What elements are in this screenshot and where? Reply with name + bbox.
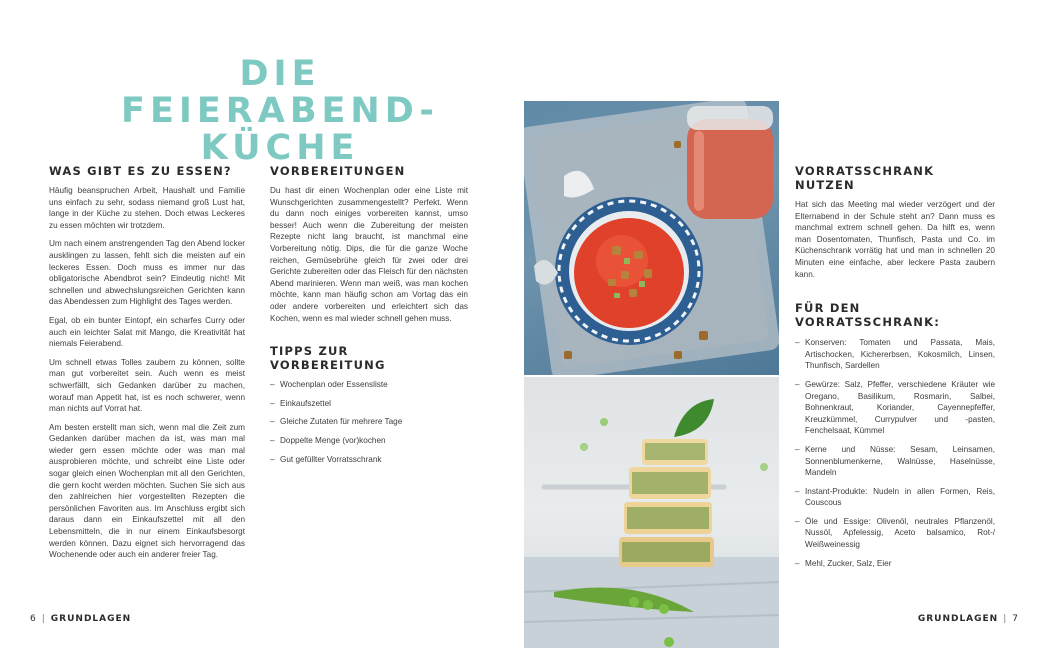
footer-label: GRUNDLAGEN xyxy=(917,614,999,624)
footer-left: 6 | GRUNDLAGEN xyxy=(30,614,132,624)
list-item: – Gewürze: Salz, Pfeffer, verschiedene Kräuter wie Oregano, Basilikum, Rosmarin, Salbei, Bohnenkraut, Koriander, Cayennepfeffer, Kreuzkümmel, Currypulver und -pasten, Fenchelsaat, Kümmel xyxy=(795,379,995,437)
paragraph: Hat sich das Meeting mal wieder verzögert und der Elternabend in der Schule steht an? Dann muss es manchmal extrem schnell gehen. Da hilft es, wenn man Dosentomaten, Thunfisch, Pasta und Co. im Küchenschrank vorrätig hat und man in schnellen 20 Minuten eine einfache, aber leckere Pasta zaubern kann. xyxy=(795,200,995,279)
frittata-photo xyxy=(524,377,779,648)
pantry-list xyxy=(795,337,995,569)
list-item: – Gut gefüllter Vorratsschrank xyxy=(270,454,468,466)
title-line-1: DIE FEIERABEND- xyxy=(121,54,439,131)
page-number: 6 xyxy=(30,614,37,624)
left-page xyxy=(0,0,524,648)
paragraph: Egal, ob ein bunter Eintopf, ein scharfes Curry oder auch ein leichter Salat mit Mango, die Kreativität hat niemals Feierabend. xyxy=(49,315,245,349)
footer-right: GRUNDLAGEN | 7 xyxy=(917,614,1019,624)
column-vorbereitungen xyxy=(270,164,468,472)
list-item: – Wochenplan oder Essensliste xyxy=(270,379,468,391)
paragraph: Um schnell etwas Tolles zaubern zu können, sollte man gut vorbereitet sein. Auch wenn es meist schwerfällt, sich Gedanken darüber zu machen, worauf man Appetit hat, ist es noch schwerer, wenn man nichts auf Vorrat hat. xyxy=(49,357,245,414)
column-was-gibt-es xyxy=(49,164,245,568)
tips-heading: TIPPS ZUR VORBEREITUNG xyxy=(270,344,386,373)
list-item: – Öle und Essige: Olivenöl, neutrales Pflanzenöl, Nussöl, Apfelessig, Aceto balsamico, Rot-/ Weißweinessig xyxy=(795,516,995,551)
gazpacho-photo xyxy=(524,101,779,375)
page-number: 7 xyxy=(1012,614,1019,624)
list-item: – Konserven: Tomaten und Passata, Mais, Artischocken, Kichererbsen, Kokosmilch, Linsen, Thunfisch, Sardellen xyxy=(795,337,995,372)
section-heading: WAS GIBT ES ZU ESSEN? xyxy=(49,164,232,178)
paragraph: Um nach einem anstrengenden Tag den Abend locker ausklingen zu lassen, fehlt sich die meisten auf ein leckeres Essen. Doch muss es immer nur das obligatorische Abendbrot sein? Eindeutig nicht! Mit schnellen und abwechslungsreichen Gerichten kann das Abendessen zum Highlight des Tages werden. xyxy=(49,239,245,307)
title-line-2: KÜCHE xyxy=(200,128,360,168)
paragraph: Häufig beanspruchen Arbeit, Haushalt und Familie uns einfach zu sehr, sodass niemand groß Lust hat, lange in der Küche zu stehen. Doch etwas Leckeres zu essen möchten wir trotzdem. xyxy=(49,186,245,230)
section-heading: VORRATSSCHRANK NUTZEN xyxy=(795,164,935,192)
page-title xyxy=(80,56,480,167)
list-item: – Kerne und Nüsse: Sesam, Leinsamen, Sonnenblumenkerne, Walnüsse, Haselnüsse, Mandeln xyxy=(795,444,995,479)
tips-list xyxy=(270,379,468,465)
list-item: – Mehl, Zucker, Salz, Eier xyxy=(795,558,995,570)
list-item: – Instant-Produkte: Nudeln in allen Formen, Reis, Couscous xyxy=(795,486,995,509)
list-item: – Doppelte Menge (vor)kochen xyxy=(270,435,468,447)
paragraph: Du hast dir einen Wochenplan oder eine Liste mit Wunschgerichten zusammengestellt? Perfekt. Wenn du dann noch einiges vorbereiten kannst, umso besser! Auch wenn die Zubereitung der meisten Rezepte nicht lang braucht, ist manchmal eine Vorbereitung nötig. Dips, die für die ganze Woche reichen, Gemüsebrühe gleich für zwei oder drei Gerichte zubereiten oder das Fleisch für den nächsten Abend marinieren. Wenn man weiß, was man kochen möchte, kann man häufig schon am Vortag das ein oder andere vorbereiten und erleichtert sich das Kochen, wenn es mal wieder schnell gehen muss. xyxy=(270,186,468,323)
right-page xyxy=(524,0,1049,648)
section-heading: VORBEREITUNGEN xyxy=(270,164,406,178)
paragraph: Am besten erstellt man sich, wenn mal die Zeit zum Gedanken darüber machen da ist, was man mal wieder gern essen möchte oder was man mal ausprobieren möchte, und schreibt eine Liste oder sogar gleich einen Wochenplan mit all den Gerichten, die gern kocht werden möchten. Suchen Sie sich aus den zahlreichen hier vorgestellten Rezepten die persönlichen Favoriten aus. Im Anschluss ergibt sich daraus dann ein Einkaufszettel mit all den Lebensmitteln, die in nur einem Einkaufsbesorgt werden können. Dazu eignet sich hervorragend das Wochenende oder auch ein anderer freier Tag. xyxy=(49,422,245,560)
list-heading: FÜR DEN VORRATSSCHRANK: xyxy=(795,301,941,330)
list-item: – Einkaufszettel xyxy=(270,398,468,410)
footer-label: GRUNDLAGEN xyxy=(50,614,132,624)
list-item: – Gleiche Zutaten für mehrere Tage xyxy=(270,416,468,428)
column-vorratsschrank xyxy=(795,164,995,576)
